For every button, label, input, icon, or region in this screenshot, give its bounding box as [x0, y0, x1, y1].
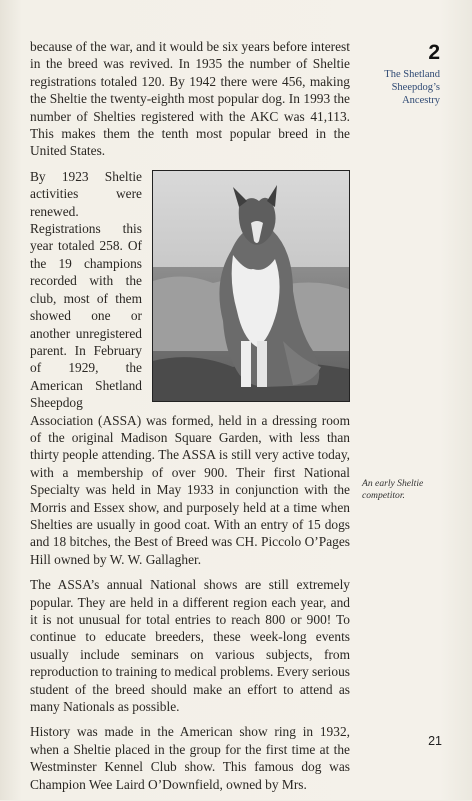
- main-text-column: [30, 38, 350, 801]
- paragraph-4: History was made in the American show ring in 1932, when a Sheltie placed in the group for the first time at the Westminster Kennel Club show. This famous dog was Champion Wee Laird O’Downfield, owned by Mrs.: [30, 724, 350, 792]
- sheltie-dog-image: [153, 171, 349, 401]
- dog-photo: [152, 170, 350, 402]
- chapter-number: 2: [428, 41, 440, 64]
- paragraph-2-text: By 1923 Sheltie activities were renewed. Registrations this year totaled 258. Of the 19 champions recorded with the club, most of them showed one or another unregistered parent. In February of 1929, the American Shetland Sheepdog Association (ASSA) was formed, held in a dressing room of the original Madison Square Garden, with less than thirty people attending. The ASSA is still very active today, with a membership of over 900. Their first National Specialty was held in May 1933 in conjunction with the Morris and Essex show, and purposely held at a time when Shelties are usually in good coat. With an entry of 15 dogs and 18 bitches, the Best of Breed was CH. Piccolo O’Pages Hill owned by W. W. Gallagher.: [30, 168, 350, 567]
- dog-photo-frame: [152, 170, 350, 403]
- page-number: 21: [428, 734, 442, 748]
- paragraph-1: because of the war, and it would be six years before interest in the breed was revived. In 1935 the number of Sheltie registrations totaled 120. By 1942 there were 456, making the Sheltie the twenty-eighth most popular dog. In 1993 the number of Shelties registered with the AKC was 41,113. This makes them the tenth most popular breed in the United States.: [30, 39, 350, 159]
- chapter-title: The Shetland Sheepdog’s Ancestry: [384, 69, 440, 106]
- paragraph-2: [30, 168, 350, 568]
- chapter-marker: [360, 42, 440, 107]
- paragraph-3: The ASSA’s annual National shows are still extremely popular. They are held in a different region each year, and it is not unusual for total entries to reach 800 or 900! To continue to educate breeders, these week-long events usually include seminars on various subjects, from reproduction to training to medical problems. Every serious student of the breed should make an effort to attend as many Nationals as possible.: [30, 577, 350, 715]
- photo-caption: An early Sheltie competitor.: [362, 478, 424, 501]
